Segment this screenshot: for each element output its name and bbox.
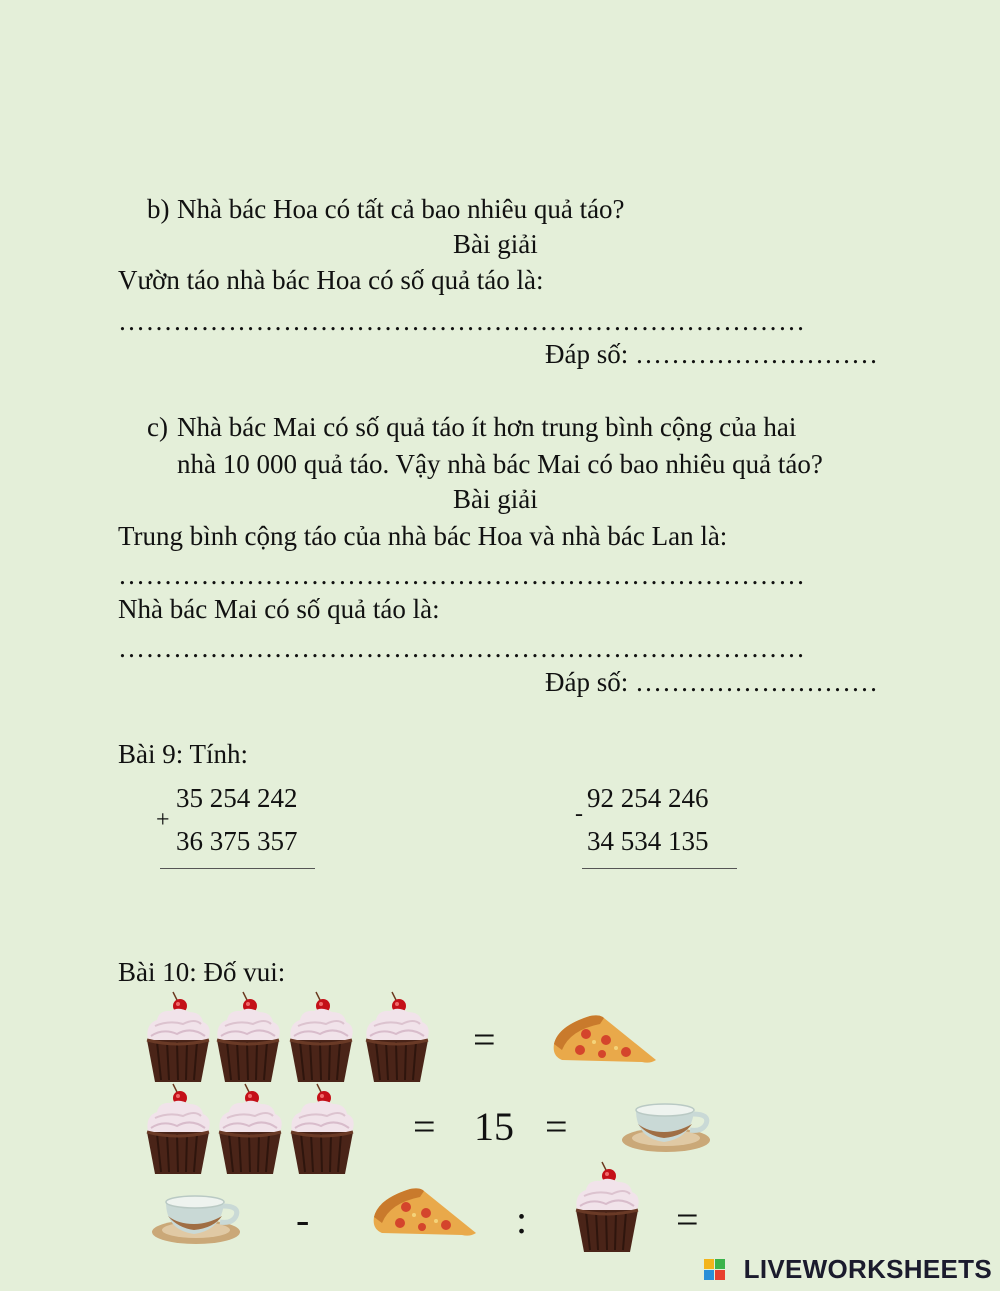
minus-sign: - xyxy=(575,801,583,827)
row3-divide: : xyxy=(516,1197,528,1242)
cupcake-icon xyxy=(143,990,213,1085)
part-b-solution-title: Bài giải xyxy=(453,229,538,259)
addition-bottom-number: 36 375 357 xyxy=(176,826,298,856)
liveworksheets-brand: LIVEWORKSHEETS xyxy=(743,1254,992,1284)
cupcake-icon xyxy=(215,1082,285,1177)
cupcake-icon xyxy=(362,990,432,1085)
row2-equals-2: = xyxy=(545,1104,568,1149)
teacup-icon xyxy=(618,1100,718,1155)
row2-equals-1: = xyxy=(413,1104,436,1149)
part-b-final-answer[interactable]: Đáp số: ……………………… xyxy=(545,339,878,369)
part-c-final-answer[interactable]: Đáp số: ……………………… xyxy=(545,667,878,697)
part-c-label: c) xyxy=(147,412,168,442)
cupcake-icon xyxy=(143,1082,213,1177)
part-b-line1: Vườn táo nhà bác Hoa có số quả táo là: xyxy=(118,265,544,295)
part-c-question-line1: Nhà bác Mai có số quả táo ít hơn trung bình cộng của hai xyxy=(177,412,797,442)
cupcake-icon xyxy=(572,1160,642,1255)
plus-sign: + xyxy=(156,807,170,833)
liveworksheets-logo-icon xyxy=(704,1259,726,1281)
row3-equals: = xyxy=(676,1197,699,1242)
teacup-icon xyxy=(148,1192,248,1247)
part-c-question-line2: nhà 10 000 quả táo. Vậy nhà bác Mai có bao nhiêu quả táo? xyxy=(177,449,823,479)
addition-result-line[interactable] xyxy=(160,868,315,869)
cupcake-icon xyxy=(287,1082,357,1177)
cupcake-icon xyxy=(213,990,283,1085)
row1-equals: = xyxy=(473,1017,496,1062)
cupcake-icon xyxy=(286,990,356,1085)
part-c-line1: Trung bình cộng táo của nhà bác Hoa và nhà bác Lan là: xyxy=(118,521,728,551)
subtraction-bottom-number: 34 534 135 xyxy=(587,826,709,856)
addition-top-number: 35 254 242 xyxy=(176,783,298,813)
part-c-answer-dots-1[interactable]: ………………………………………………………………… xyxy=(118,560,806,590)
row3-minus: - xyxy=(296,1197,310,1242)
row2-number: 15 xyxy=(474,1104,514,1149)
pizza-slice-icon xyxy=(370,1185,480,1240)
subtraction-result-line[interactable] xyxy=(582,868,737,869)
subtraction-top-number: 92 254 246 xyxy=(587,783,709,813)
part-c-line2: Nhà bác Mai có số quả táo là: xyxy=(118,594,440,624)
pizza-slice-icon xyxy=(550,1012,660,1067)
part-b-question: Nhà bác Hoa có tất cả bao nhiêu quả táo? xyxy=(177,194,625,224)
part-b-answer-dots[interactable]: ………………………………………………………………… xyxy=(118,306,806,336)
part-c-answer-dots-2[interactable]: ………………………………………………………………… xyxy=(118,633,806,663)
bai9-title: Bài 9: Tính: xyxy=(118,739,249,769)
bai10-title: Bài 10: Đố vui: xyxy=(118,957,286,987)
part-b-label: b) xyxy=(147,194,170,224)
part-c-solution-title: Bài giải xyxy=(453,484,538,514)
